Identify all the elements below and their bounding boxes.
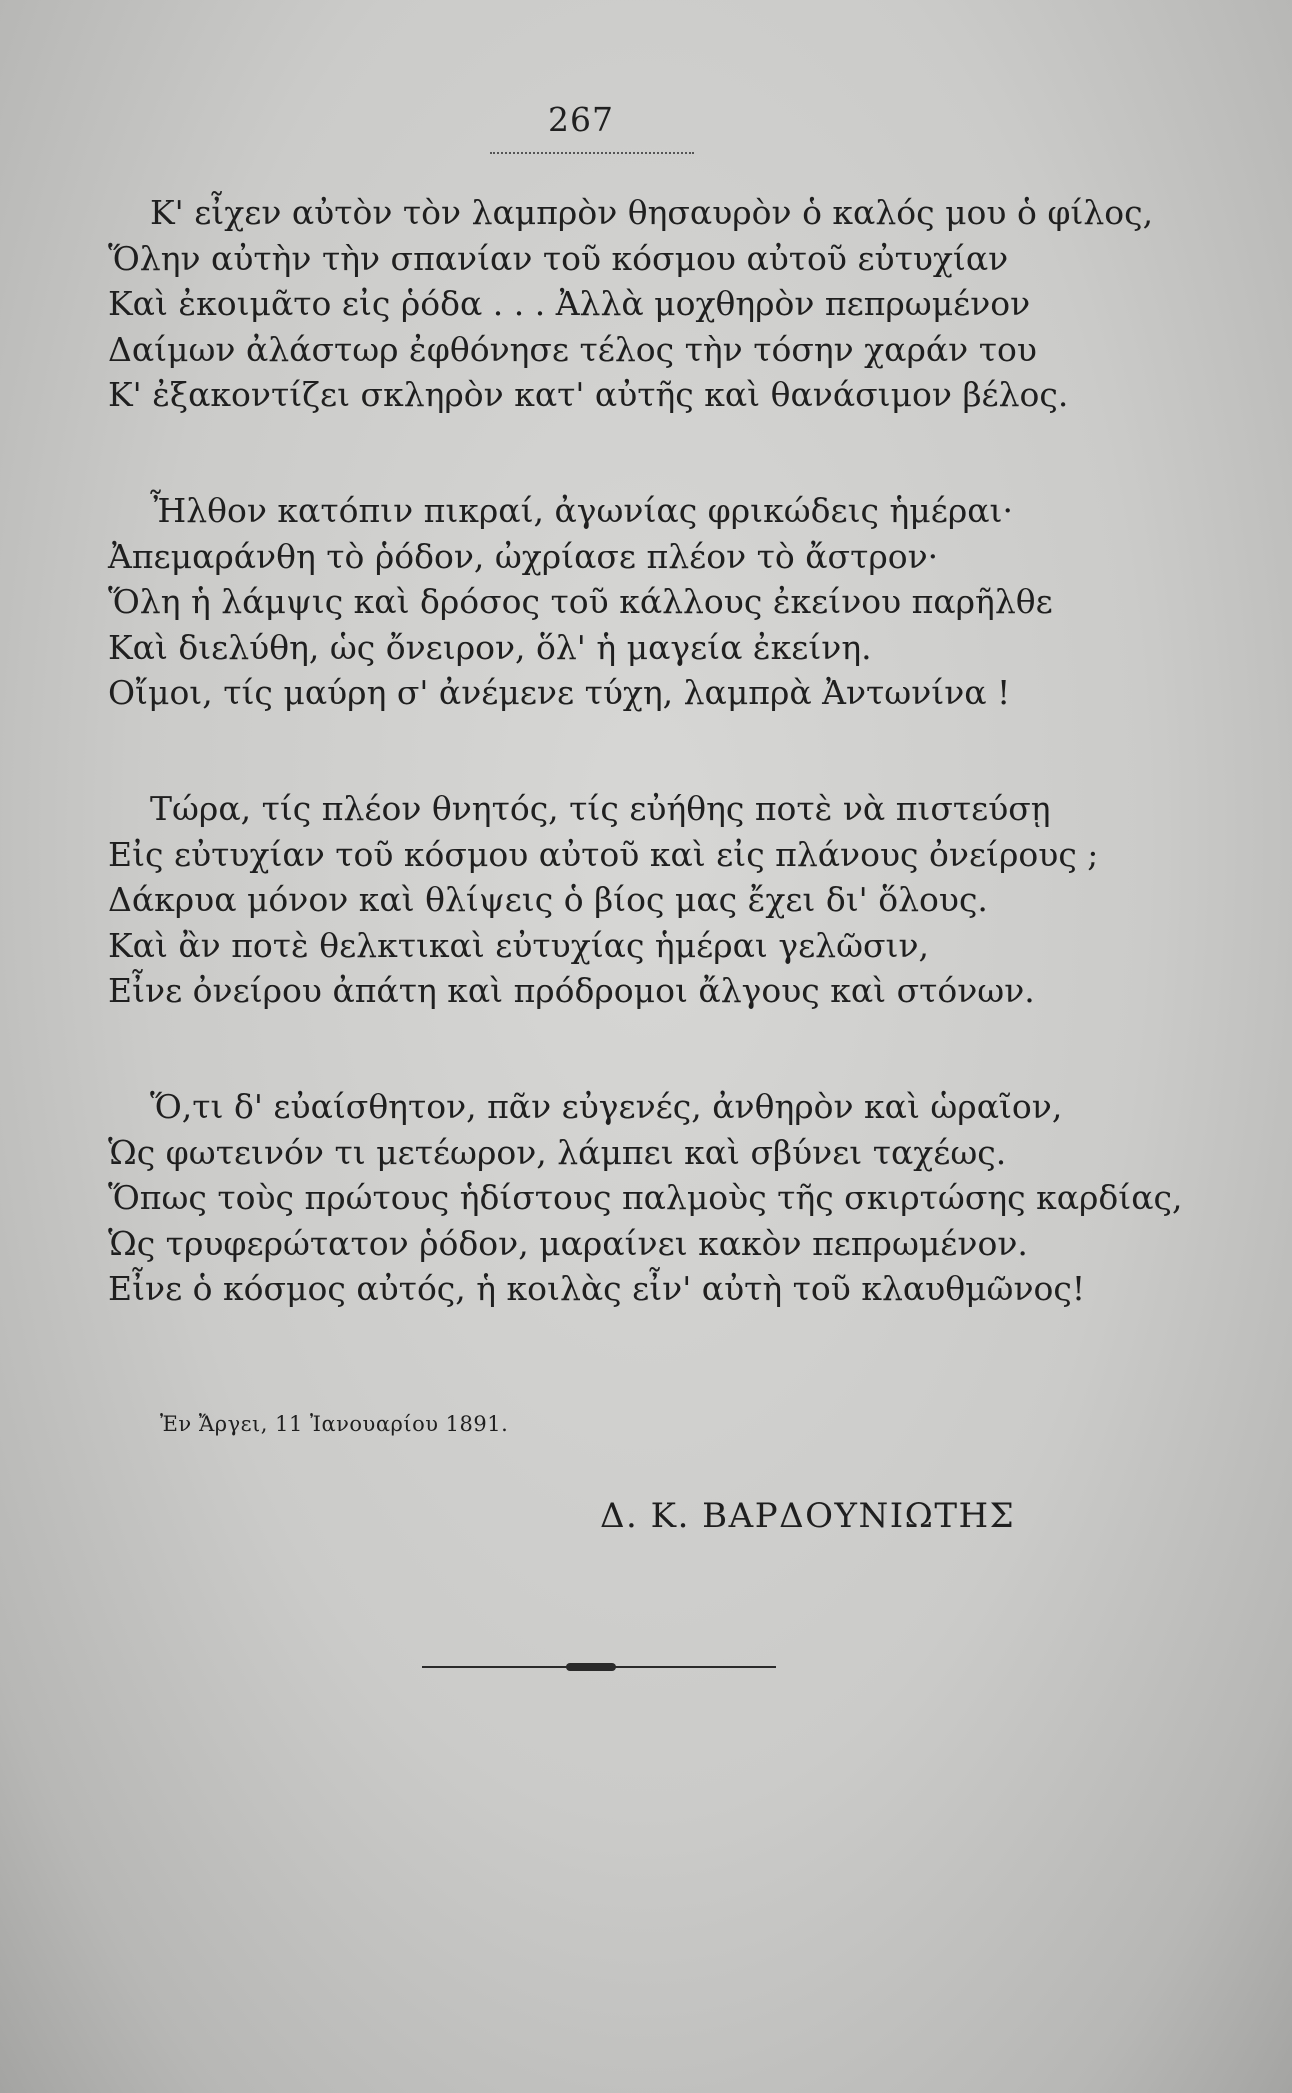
verse-line: Ὅ,τι δ' εὐαίσθητον, πᾶν εὐγενές, ἀνθηρὸν καὶ ὡραῖον,: [150, 1087, 1063, 1126]
verse-line: Καὶ διελύθη, ὡς ὄνειρον, ὅλ' ἡ μαγεία ἐκείνη.: [108, 627, 872, 667]
verse-line: Ἀπεμαράνθη τὸ ῥόδον, ὠχρίασε πλέον τὸ ἄστρον·: [108, 536, 939, 576]
stanza-1: [108, 190, 1188, 418]
verse-line: Δάκρυα μόνον καὶ θλίψεις ὁ βίος μας ἔχει δι' ὅλους.: [108, 880, 988, 919]
verse-line: Καὶ ἐκοιμᾶτο εἰς ῥόδα . . . Ἀλλὰ μοχθηρὸν πεπρωμένον: [108, 284, 1031, 323]
verse-line: Ὅλη ἡ λάμψις καὶ δρόσος τοῦ κάλλους ἐκείνου παρῆλθε: [108, 582, 1053, 621]
verse-line: Κ' ἐξακοντίζει σκληρὸν κατ' αὐτῆς καὶ θανάσιμον βέλος.: [108, 375, 1069, 414]
verse-line: Καὶ ἂν ποτὲ θελκτικαὶ εὐτυχίας ἡμέραι γελῶσιν,: [108, 925, 930, 965]
end-divider-ornament: [566, 1663, 616, 1671]
verse-line: Ὅπως τοὺς πρώτους ἡδίστους παλμοὺς τῆς σκιρτώσης καρδίας,: [108, 1178, 1183, 1217]
stanza-4: [108, 1084, 1188, 1312]
verse-line: Ὡς τρυφερώτατον ῥόδον, μαραίνει κακὸν πεπρωμένον.: [108, 1223, 1028, 1263]
verse-line: Δαίμων ἀλάστωρ ἐφθόνησε τέλος τὴν τόσην χαράν του: [108, 329, 1037, 369]
verse-line: Ὡς φωτεινόν τι μετέωρον, λάμπει καὶ σβύνει ταχέως.: [108, 1132, 1007, 1172]
page-number-rule: [490, 152, 694, 154]
page-number: 267: [548, 100, 614, 139]
verse-line: Οἴμοι, τίς μαύρη σ' ἀνέμενε τύχη, λαμπρὰ Ἀντωνίνα !: [108, 673, 1011, 712]
dateline: Ἐν Ἄργει, 11 Ἰανουαρίου 1891.: [160, 1412, 509, 1436]
verse-line: Εἶνε ὁ κόσμος αὐτός, ἡ κοιλὰς εἶν' αὐτὴ τοῦ κλαυθμῶνος!: [108, 1269, 1086, 1308]
verse-line: Τώρα, τίς πλέον θνητός, τίς εὐήθης ποτὲ νὰ πιστεύσῃ: [150, 789, 1051, 828]
author-signature: Δ. Κ. ΒΑΡΔΟΥΝΙΩΤΗΣ: [600, 1496, 1016, 1536]
verse-line: Ἦλθον κατόπιν πικραί, ἀγωνίας φρικώδεις ἡμέραι·: [150, 491, 1013, 530]
stanza-2: [108, 488, 1188, 716]
stanza-3: [108, 786, 1188, 1014]
verse-line: Ὅλην αὐτὴν τὴν σπανίαν τοῦ κόσμου αὐτοῦ εὐτυχίαν: [108, 238, 1009, 278]
verse-line: Εἰς εὐτυχίαν τοῦ κόσμου αὐτοῦ καὶ εἰς πλάνους ὀνείρους ;: [108, 834, 1099, 874]
verse-line: Εἶνε ὀνείρου ἀπάτη καὶ πρόδρομοι ἄλγους καὶ στόνων.: [108, 971, 1035, 1010]
verse-line: Κ' εἶχεν αὐτὸν τὸν λαμπρὸν θησαυρὸν ὁ καλός μου ὁ φίλος,: [150, 193, 1154, 232]
